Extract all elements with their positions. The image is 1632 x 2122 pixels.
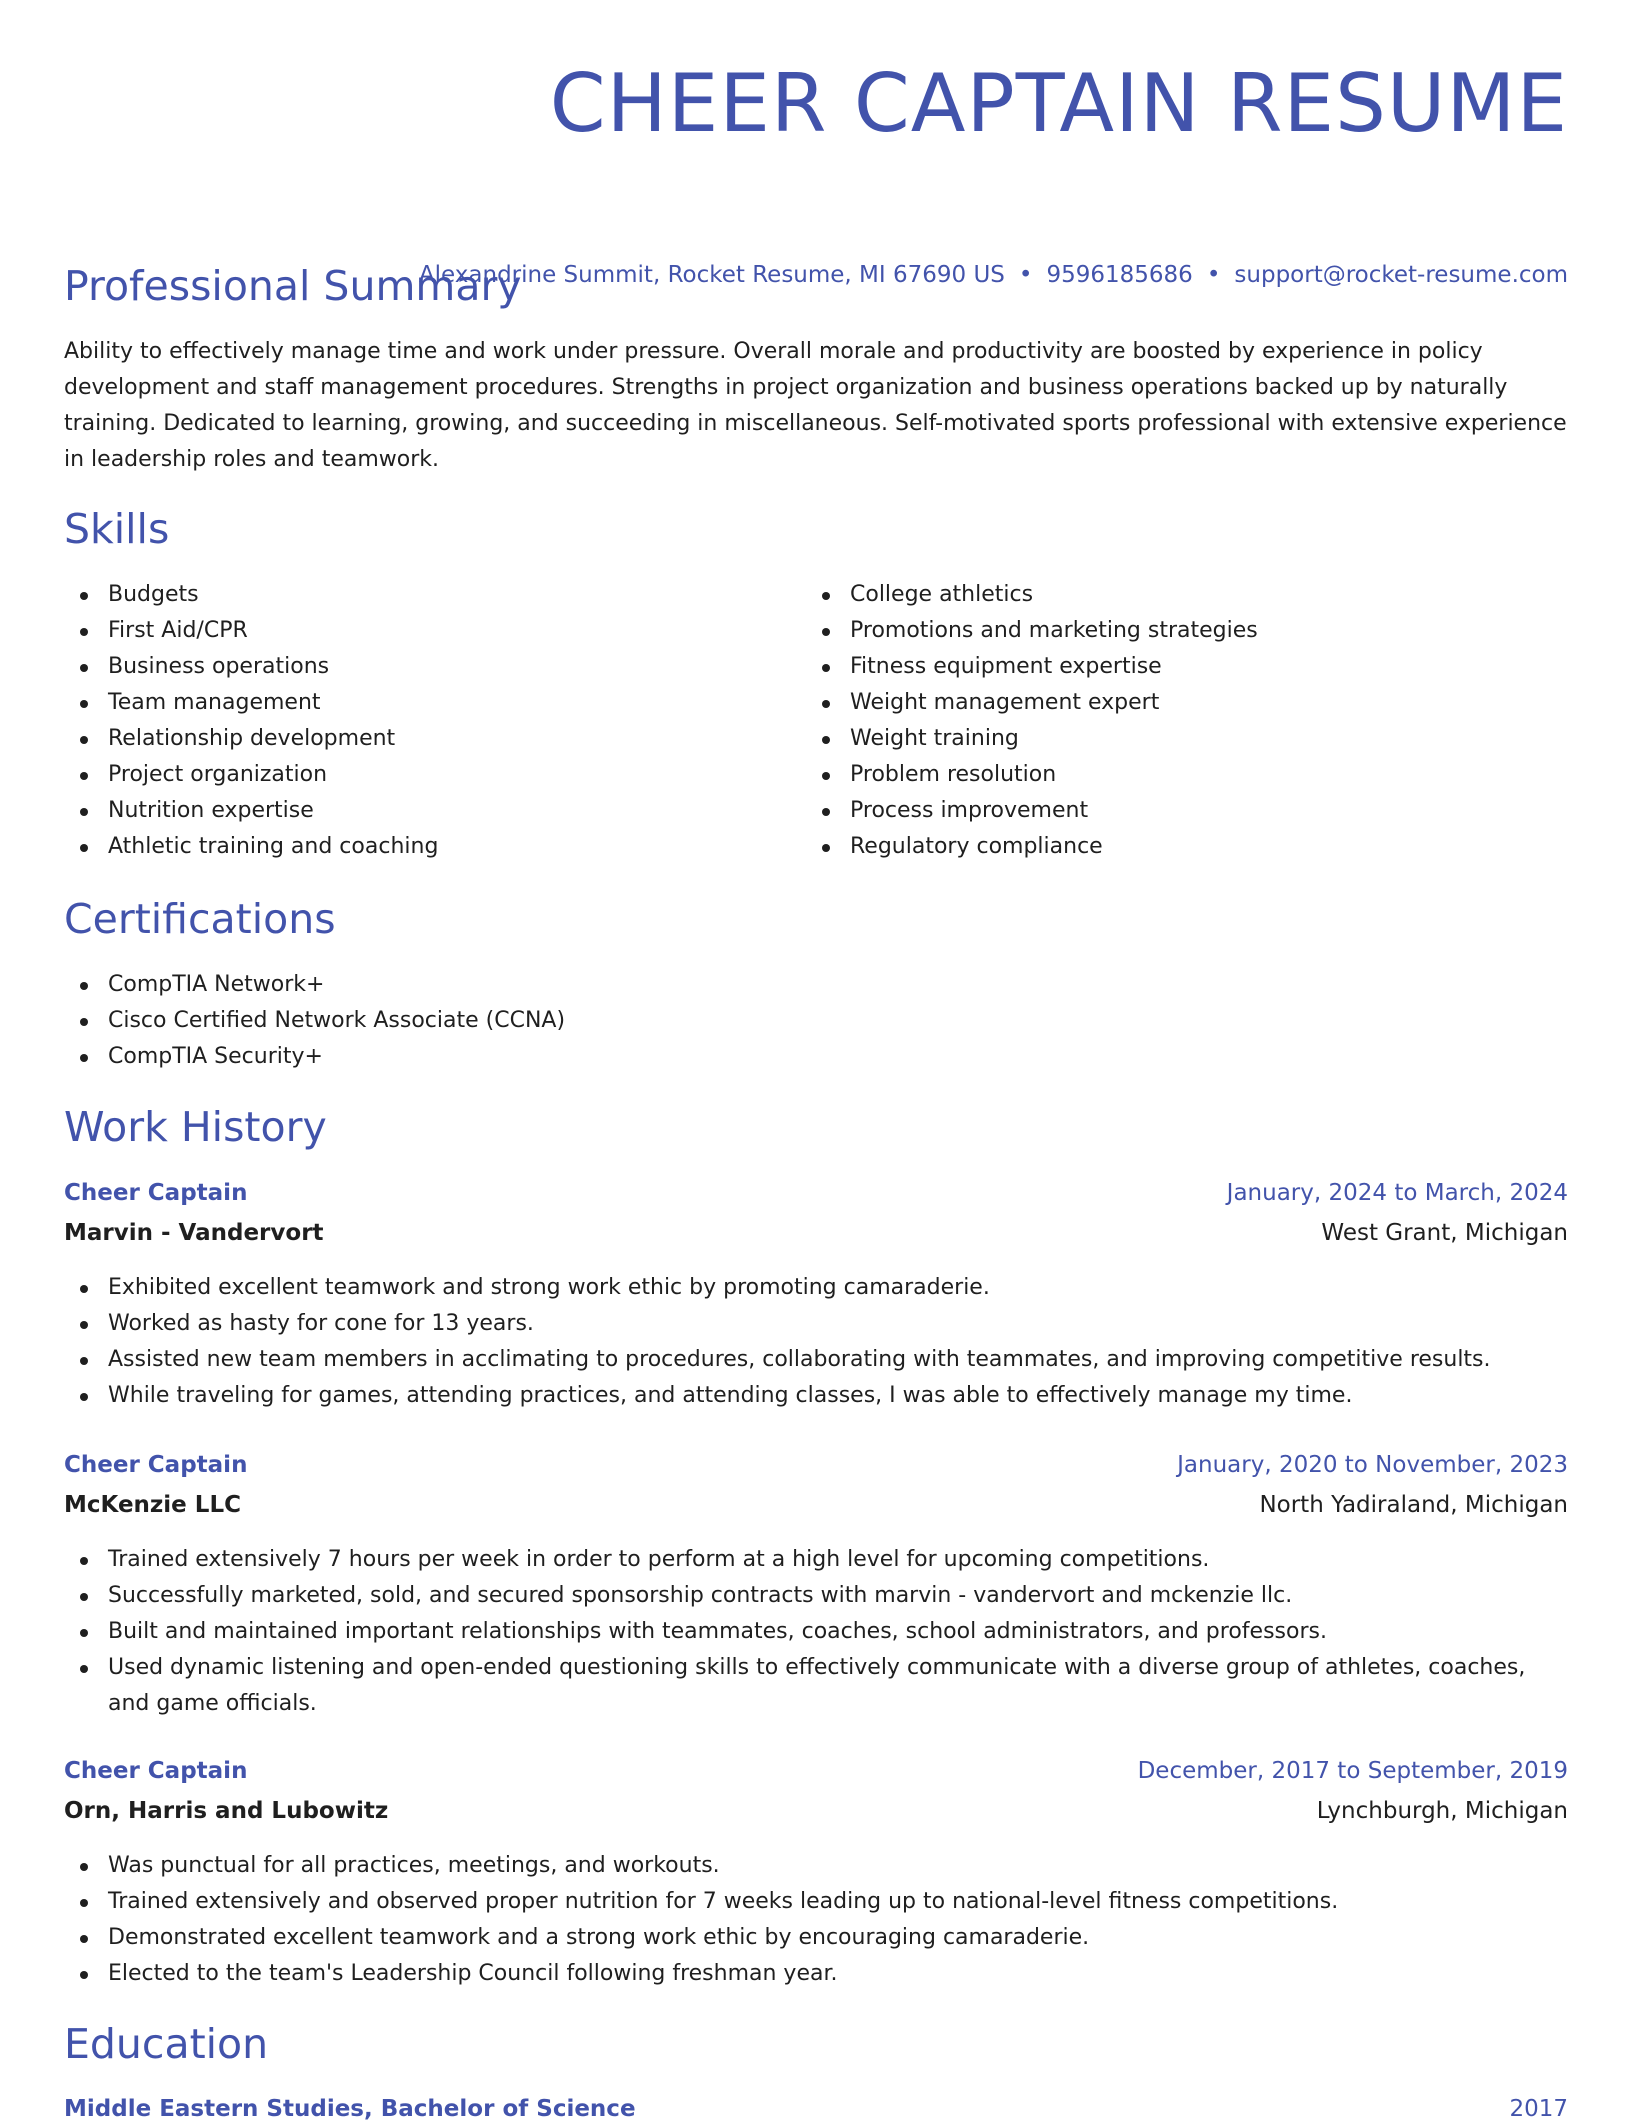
bullet-icon — [80, 844, 88, 852]
resume-title: CHEER CAPTAIN RESUME — [549, 57, 1568, 150]
certifications-list — [64, 967, 1564, 1075]
job-dates: January, 2020 to November, 2023 — [1177, 1452, 1568, 1478]
skill-item: First Aid/CPR — [64, 613, 804, 649]
job-bullet: Elected to the team's Leadership Council following freshman year. — [64, 1956, 1568, 1992]
job-bullet: Trained extensively 7 hours per week in order to perform at a high level for upcoming competitions. — [64, 1542, 1568, 1578]
bullet-icon — [80, 1357, 88, 1365]
bullet-icon — [822, 592, 830, 600]
job-location: Lynchburgh, Michigan — [1316, 1798, 1568, 1824]
bullet-icon — [822, 700, 830, 708]
skill-item: Regulatory compliance — [806, 829, 1566, 865]
bullet-icon — [80, 1557, 88, 1565]
education-heading: Education — [64, 2020, 269, 2068]
skills-list-right — [806, 577, 1566, 865]
bullet-icon — [80, 1321, 88, 1329]
skill-item: Problem resolution — [806, 757, 1566, 793]
education-degree: Middle Eastern Studies, Bachelor of Science — [64, 2096, 636, 2122]
contact-email[interactable]: support@rocket-resume.com — [1234, 262, 1568, 288]
bullet-icon — [822, 808, 830, 816]
bullet-icon — [822, 736, 830, 744]
skill-item: College athletics — [806, 577, 1566, 613]
certification-item: Cisco Certified Network Associate (CCNA) — [64, 1003, 1564, 1039]
job-bullet: Worked as hasty for cone for 13 years. — [64, 1306, 1568, 1342]
education-year: 2017 — [1509, 2096, 1568, 2122]
job-bullet: Demonstrated excellent teamwork and a strong work ethic by encouraging camaraderie. — [64, 1920, 1568, 1956]
bullet-icon — [80, 1863, 88, 1871]
bullet-icon — [80, 772, 88, 780]
skill-item: Business operations — [64, 649, 804, 685]
bullet-icon — [80, 1935, 88, 1943]
job-bullet: Was punctual for all practices, meetings, and workouts. — [64, 1848, 1568, 1884]
skill-item: Relationship development — [64, 721, 804, 757]
education-entry — [64, 2096, 1568, 2122]
bullet-icon — [80, 982, 88, 990]
job-bullets — [64, 1542, 1568, 1722]
job-dates: December, 2017 to September, 2019 — [1137, 1758, 1568, 1784]
skill-item: Project organization — [64, 757, 804, 793]
skill-item: Weight management expert — [806, 685, 1566, 721]
job-role: Cheer Captain — [64, 1452, 248, 1478]
skill-item: Team management — [64, 685, 804, 721]
bullet-icon — [80, 1665, 88, 1673]
job-bullet: Assisted new team members in acclimating to procedures, collaborating with teammates, and improving competitive results. — [64, 1342, 1568, 1378]
resume-page — [64, 0, 1568, 2122]
contact-address: Alexandrine Summit, Rocket Resume, MI 67690 US — [418, 262, 1005, 288]
bullet-icon — [80, 1899, 88, 1907]
skill-item: Budgets — [64, 577, 804, 613]
job-role: Cheer Captain — [64, 1758, 248, 1784]
bullet-icon — [80, 1018, 88, 1026]
job-company: McKenzie LLC — [64, 1492, 241, 1518]
summary-heading: Professional Summary — [64, 262, 522, 310]
job-bullet: Trained extensively and observed proper nutrition for 7 weeks leading up to national-level fitness competitions. — [64, 1884, 1568, 1920]
bullet-icon — [80, 736, 88, 744]
bullet-icon — [80, 1285, 88, 1293]
contact-line — [419, 262, 1568, 288]
bullet-icon — [80, 592, 88, 600]
bullet-icon — [80, 1054, 88, 1062]
certification-item: CompTIA Network+ — [64, 967, 1564, 1003]
job-bullets — [64, 1270, 1568, 1414]
skill-item: Promotions and marketing strategies — [806, 613, 1566, 649]
job-role: Cheer Captain — [64, 1180, 248, 1206]
job-dates: January, 2024 to March, 2024 — [1226, 1180, 1568, 1206]
bullet-icon — [80, 808, 88, 816]
certifications-heading: Certifications — [64, 895, 336, 943]
bullet-icon — [80, 628, 88, 636]
skill-item: Fitness equipment expertise — [806, 649, 1566, 685]
certification-item: CompTIA Security+ — [64, 1039, 1564, 1075]
contact-separator: • — [1206, 262, 1221, 288]
bullet-icon — [80, 700, 88, 708]
summary-text: Ability to effectively manage time and work under pressure. Overall morale and productivity are boosted by experience in policy development and staff management procedures. Strengths in project organization and business operations backed up by naturally training. Dedicated to learning, growing, and succeeding in miscellaneous. Self-motivated sports professional with extensive experience in leadership roles and teamwork. — [64, 339, 1567, 472]
skill-item: Weight training — [806, 721, 1566, 757]
bullet-icon — [822, 664, 830, 672]
bullet-icon — [80, 1971, 88, 1979]
contact-separator: • — [1018, 262, 1033, 288]
job-bullet: While traveling for games, attending practices, and attending classes, I was able to effectively manage my time. — [64, 1378, 1568, 1414]
bullet-icon — [822, 628, 830, 636]
bullet-icon — [822, 772, 830, 780]
contact-phone: 9596185686 — [1046, 262, 1193, 288]
job-company: Marvin - Vandervort — [64, 1220, 324, 1246]
bullet-icon — [80, 664, 88, 672]
bullet-icon — [80, 1629, 88, 1637]
skill-item: Nutrition expertise — [64, 793, 804, 829]
job-bullet: Used dynamic listening and open-ended questioning skills to effectively communicate with a diverse group of athletes, coaches, and game officials. — [64, 1650, 1568, 1722]
job-bullet: Exhibited excellent teamwork and strong work ethic by promoting camaraderie. — [64, 1270, 1568, 1306]
job-bullets — [64, 1848, 1568, 1992]
skill-item: Athletic training and coaching — [64, 829, 804, 865]
job-location: West Grant, Michigan — [1321, 1220, 1568, 1246]
job-location: North Yadiraland, Michigan — [1259, 1492, 1568, 1518]
bullet-icon — [80, 1393, 88, 1401]
work-history-heading: Work History — [64, 1103, 327, 1151]
skills-list-left — [64, 577, 804, 865]
job-company: Orn, Harris and Lubowitz — [64, 1798, 389, 1824]
bullet-icon — [822, 844, 830, 852]
skill-item: Process improvement — [806, 793, 1566, 829]
bullet-icon — [80, 1593, 88, 1601]
job-bullet: Successfully marketed, sold, and secured sponsorship contracts with marvin - vandervort and mckenzie llc. — [64, 1578, 1568, 1614]
job-bullet: Built and maintained important relationships with teammates, coaches, school administrators, and professors. — [64, 1614, 1568, 1650]
skills-heading: Skills — [64, 505, 170, 553]
